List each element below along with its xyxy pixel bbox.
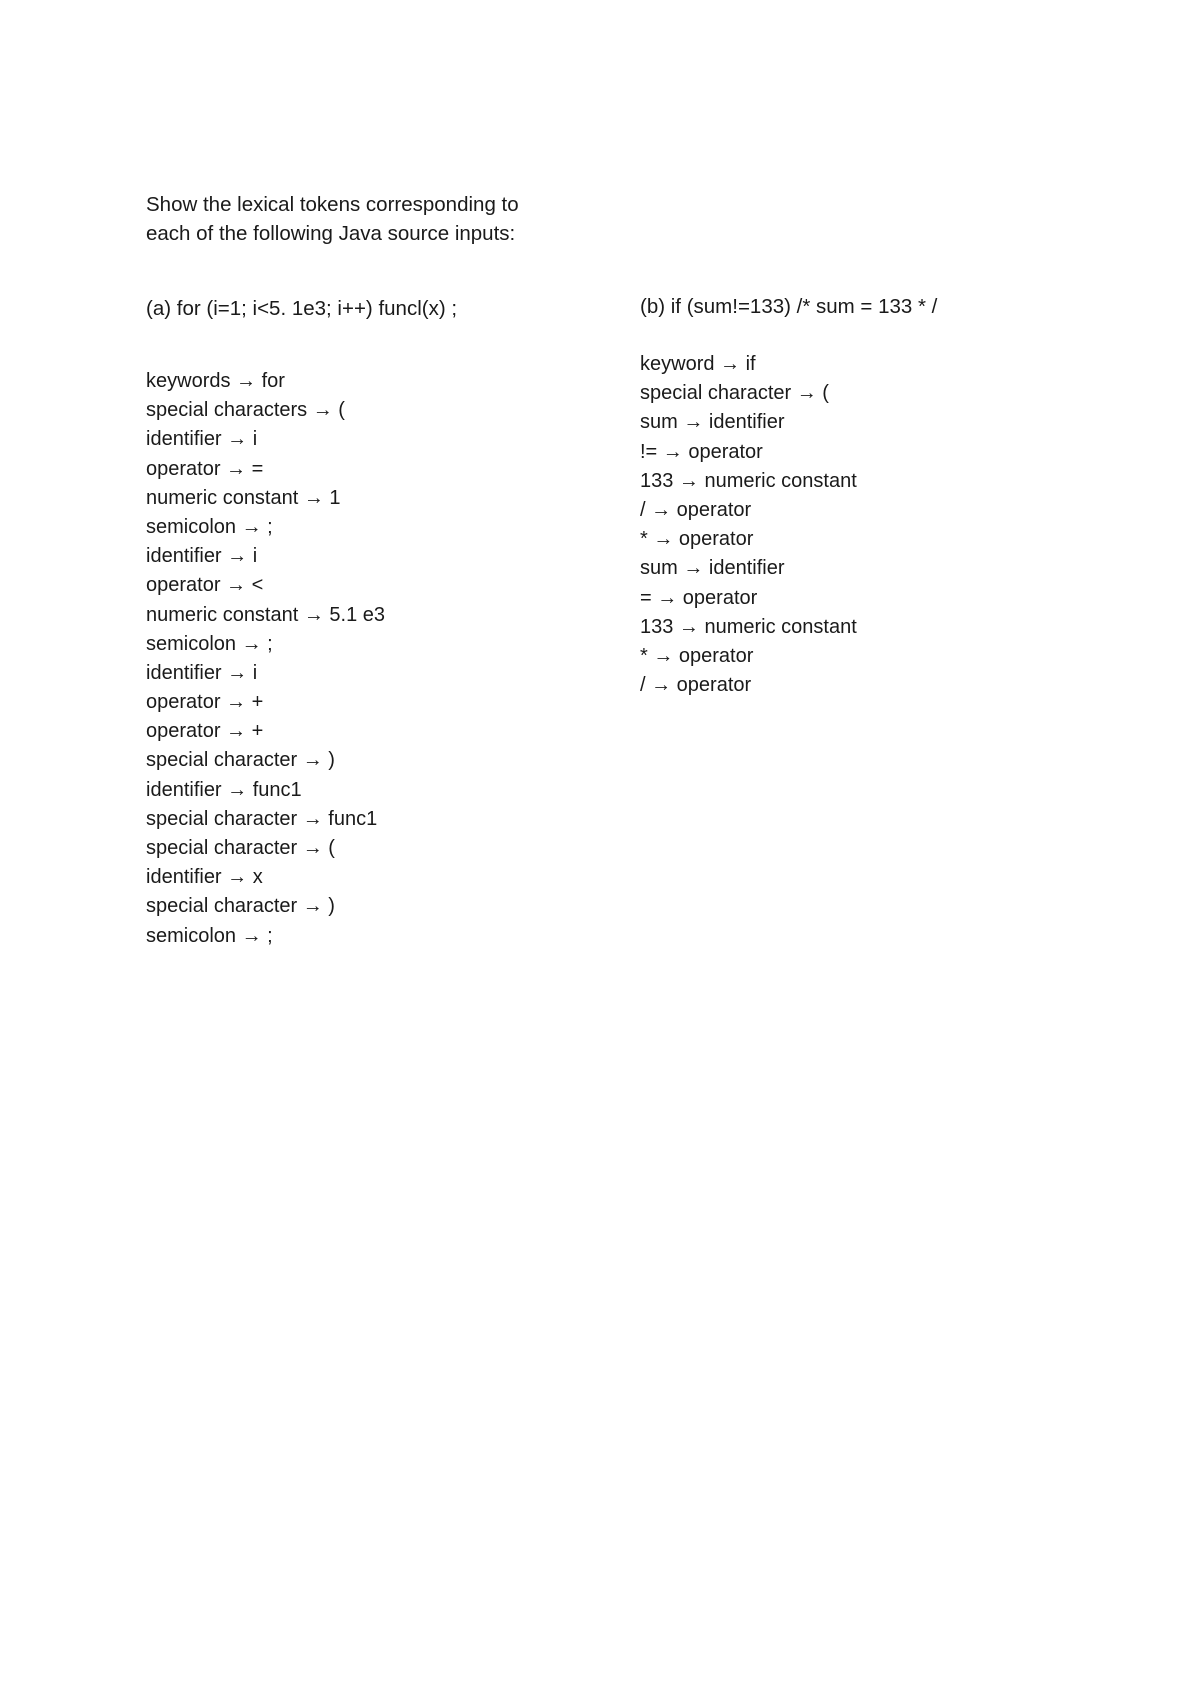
- token-item: identifier → i: [146, 428, 258, 451]
- question-prompt-line-2: each of the following Java source inputs:: [146, 222, 516, 245]
- token-item: 133 → numeric constant: [640, 615, 857, 638]
- token-item: numeric constant → 1: [146, 486, 341, 509]
- part-b-section: [640, 292, 1120, 700]
- part-a-heading: (a) for (i=1; i<5. 1e3; i++) funcl(x) ;: [146, 297, 458, 320]
- part-a-section: [146, 294, 626, 951]
- part-b-heading: (b) if (sum!=133) /* sum = 133 * /: [640, 295, 938, 318]
- token-item: special character → ): [146, 895, 335, 918]
- token-item: operator → =: [146, 457, 264, 480]
- token-item: semicolon → ;: [146, 515, 273, 538]
- token-item: identifier → i: [146, 661, 258, 684]
- part-a-token-list: [146, 367, 626, 951]
- token-item: operator → +: [146, 691, 264, 714]
- token-item: special characters → (: [146, 399, 345, 422]
- token-item: identifier → i: [146, 545, 258, 568]
- token-item: * → operator: [640, 528, 754, 551]
- token-item: identifier → x: [146, 866, 263, 889]
- token-item: != → operator: [640, 440, 763, 463]
- token-item: special character → (: [146, 837, 335, 859]
- question-prompt-line-1: Show the lexical tokens corresponding to: [146, 193, 519, 216]
- token-item: keywords → for: [146, 370, 285, 392]
- token-item: special character → ): [146, 749, 335, 772]
- token-item: semicolon → ;: [146, 632, 273, 655]
- token-item: = → operator: [640, 586, 758, 609]
- token-item: / → operator: [640, 498, 752, 521]
- token-item: sum → identifier: [640, 411, 785, 434]
- token-item: semicolon → ;: [146, 924, 273, 947]
- token-item: * → operator: [640, 644, 754, 667]
- token-item: 133 → numeric constant: [640, 469, 857, 492]
- question-prompt: [146, 190, 606, 248]
- token-item: identifier → func1: [146, 778, 302, 801]
- token-item: keyword → if: [640, 353, 756, 375]
- token-item: special character → func1: [146, 807, 378, 830]
- token-item: sum → identifier: [640, 557, 785, 580]
- token-item: / → operator: [640, 674, 752, 697]
- token-item: operator → +: [146, 720, 264, 743]
- token-item: operator → <: [146, 574, 264, 597]
- token-item: numeric constant → 5.1 e3: [146, 603, 386, 626]
- part-b-token-list: [640, 350, 1120, 700]
- token-item: special character → (: [640, 382, 829, 405]
